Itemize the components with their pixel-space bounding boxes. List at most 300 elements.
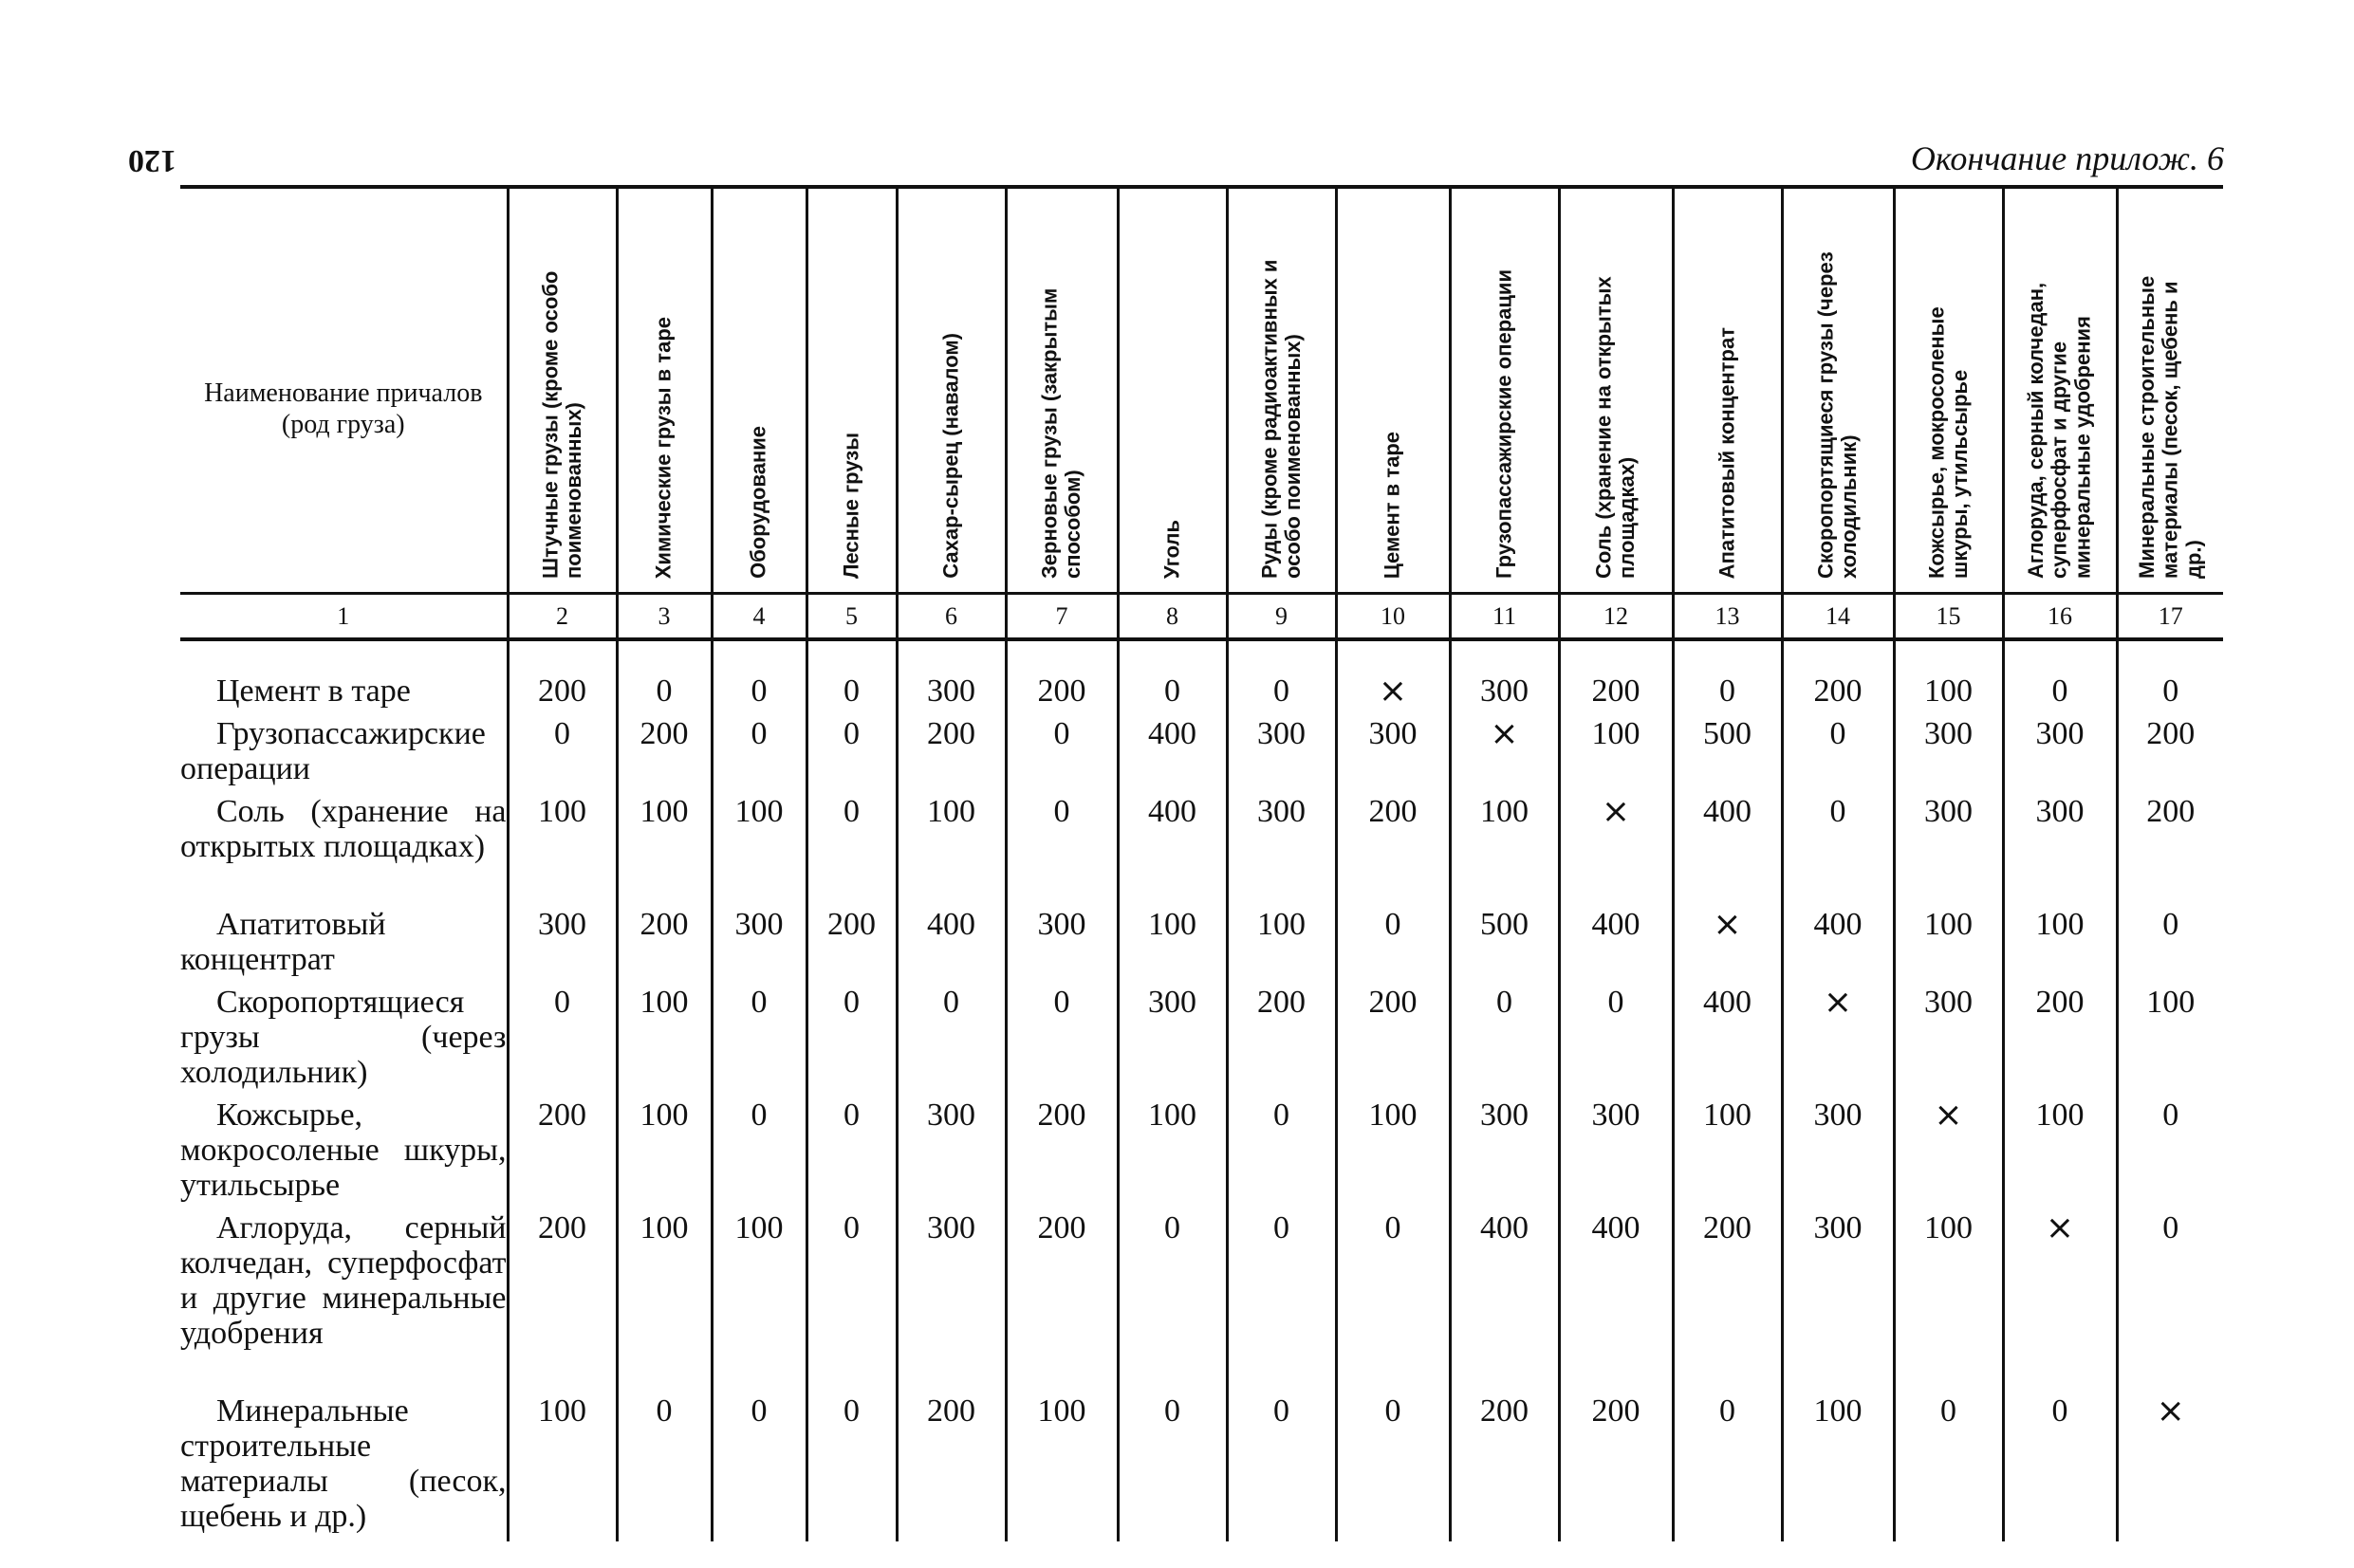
table-cell (1118, 907, 1227, 985)
row-name-cell (180, 673, 508, 716)
table-cell (1006, 985, 1118, 1098)
table-cell (2117, 907, 2223, 985)
cell-value: 100 (734, 1210, 784, 1245)
cell-value: 0 (2051, 673, 2068, 709)
table-cell (1006, 1210, 1118, 1393)
column-header: Сахар-сырец (навалом) (897, 187, 1006, 594)
cell-value: 0 (843, 1210, 860, 1245)
cell-value: 300 (927, 1210, 975, 1245)
table-cell (712, 1098, 806, 1210)
column-number: 1 (180, 594, 508, 640)
cell-value: 0 (2162, 1098, 2179, 1133)
table-cell (2003, 1210, 2117, 1393)
column-number: 3 (617, 594, 712, 640)
table-cell (1559, 985, 1673, 1098)
column-number: 8 (1118, 594, 1227, 640)
cell-value: 100 (1924, 673, 1973, 709)
spacer-row (180, 639, 2223, 673)
cell-value: 200 (2146, 794, 2196, 829)
table-cell (1782, 716, 1894, 794)
table-row (180, 794, 2223, 907)
table-cell (2117, 716, 2223, 794)
table-cell (1894, 1210, 2003, 1393)
column-number: 14 (1782, 594, 1894, 640)
cell-value: 400 (1148, 716, 1196, 751)
column-header: Уголь (1118, 187, 1227, 594)
table-cell (1673, 907, 1782, 985)
column-header: Химические грузы в таре (617, 187, 712, 594)
table-cell (508, 985, 617, 1098)
cell-value: 300 (927, 673, 975, 709)
cell-value: 300 (1924, 794, 1973, 829)
cell-value: 200 (2035, 985, 2085, 1020)
column-number: 17 (2117, 594, 2223, 640)
cell-value: 0 (843, 794, 860, 829)
cell-value: 0 (1273, 1098, 1289, 1133)
cell-value: 0 (1053, 985, 1070, 1020)
cell-value: 300 (1257, 716, 1306, 751)
cell-value: 0 (1719, 673, 1735, 709)
cell-value: 0 (1384, 907, 1401, 942)
table-cell (897, 794, 1006, 907)
cell-value: 200 (1480, 1393, 1529, 1429)
cell-value: 200 (1703, 1210, 1752, 1245)
cell-value: 0 (1384, 1210, 1401, 1245)
column-number-row (180, 594, 2223, 640)
table-cell (806, 985, 897, 1098)
cell-value: 200 (1257, 985, 1306, 1020)
row-name: Апатитовый концентрат (180, 907, 386, 977)
cell-value: 0 (843, 716, 860, 751)
cell-value: 0 (554, 716, 570, 751)
cell-value: 300 (1813, 1098, 1863, 1133)
table-cell (1336, 985, 1450, 1098)
table-cell (1118, 1393, 1227, 1541)
diagonal-cross-mark: × (1490, 714, 1519, 753)
table-cell (1118, 1098, 1227, 1210)
table-cell (617, 1098, 712, 1210)
cell-value: 0 (843, 1393, 860, 1429)
table-cell (2003, 673, 2117, 716)
table-cell (1782, 1393, 1894, 1541)
column-number: 9 (1227, 594, 1336, 640)
table-cell (2003, 1098, 2117, 1210)
cell-value: 0 (1496, 985, 1512, 1020)
cell-value: 100 (1480, 794, 1529, 829)
cell-value: 0 (554, 985, 570, 1020)
table-cell (897, 1210, 1006, 1393)
table-cell (897, 673, 1006, 716)
table-cell (508, 673, 617, 716)
table-cell (806, 794, 897, 907)
table-cell (2003, 907, 2117, 985)
cell-value: 0 (1829, 794, 1846, 829)
cell-value: 0 (2162, 907, 2179, 942)
cell-value: 0 (2162, 1210, 2179, 1245)
table-cell (1227, 1210, 1336, 1393)
cell-value: 0 (751, 1393, 768, 1429)
cell-value: 0 (1607, 985, 1624, 1020)
cell-value: 0 (943, 985, 959, 1020)
table-cell (508, 794, 617, 907)
table-cell (617, 985, 712, 1098)
cell-value: 100 (538, 1393, 586, 1429)
diagonal-cross-mark: × (1934, 1096, 1963, 1134)
cell-value: 100 (1148, 1098, 1196, 1133)
table-cell (1006, 907, 1118, 985)
column-header: Цемент в таре (1336, 187, 1450, 594)
cell-value: 200 (1813, 673, 1863, 709)
cell-value: 100 (639, 1210, 689, 1245)
table-cell (712, 794, 806, 907)
cell-value: 300 (1591, 1098, 1640, 1133)
cell-value: 300 (927, 1098, 975, 1133)
cell-value: 300 (1148, 985, 1196, 1020)
cell-value: 100 (1257, 907, 1306, 942)
table-cell (1673, 1393, 1782, 1541)
cell-value: 100 (1037, 1393, 1086, 1429)
cell-value: 200 (1368, 794, 1418, 829)
cell-value: 0 (1273, 673, 1289, 709)
cell-value: 300 (734, 907, 784, 942)
table-cell (1450, 1210, 1559, 1393)
cell-value: 400 (927, 907, 975, 942)
cell-value: 100 (1703, 1098, 1752, 1133)
column-number: 10 (1336, 594, 1450, 640)
cell-value: 100 (538, 794, 586, 829)
table-cell (2117, 985, 2223, 1098)
row-title-header: Наименование причалов (род груза) (180, 187, 508, 594)
table-cell (2003, 716, 2117, 794)
table-cell (2117, 794, 2223, 907)
table-cell (1006, 794, 1118, 907)
cell-value: 200 (1591, 1393, 1640, 1429)
table-cell (1006, 1098, 1118, 1210)
cell-value: 300 (1480, 1098, 1529, 1133)
table-cell (1118, 794, 1227, 907)
cell-value: 400 (1148, 794, 1196, 829)
table-cell (2117, 1098, 2223, 1210)
cell-value: 100 (639, 985, 689, 1020)
cell-value: 0 (1940, 1393, 1956, 1429)
table-cell (1450, 794, 1559, 907)
column-header: Апатитовый концентрат (1673, 187, 1782, 594)
table-cell (1227, 716, 1336, 794)
table-cell (1782, 673, 1894, 716)
header-row (180, 187, 2223, 594)
column-header: Грузопассажирские операции (1450, 187, 1559, 594)
cell-value: 200 (1037, 1210, 1086, 1245)
table-cell (712, 1210, 806, 1393)
row-name-cell (180, 716, 508, 794)
cell-value: 200 (538, 673, 586, 709)
cell-value: 0 (1164, 1393, 1180, 1429)
table-cell (617, 1393, 712, 1541)
cell-value: 300 (2035, 716, 2085, 751)
cell-value: 100 (1368, 1098, 1418, 1133)
column-header: Кожсырье, мокросоленые шкуры, утильсырье (1894, 187, 2003, 594)
table-cell (1559, 673, 1673, 716)
table-cell (1559, 1098, 1673, 1210)
table-row (180, 673, 2223, 716)
table-cell (712, 907, 806, 985)
column-number: 6 (897, 594, 1006, 640)
table-cell (2003, 985, 2117, 1098)
table-cell (806, 1210, 897, 1393)
table-cell (2003, 1393, 2117, 1541)
row-name: Соль (хранение на открытых площадках) (180, 794, 507, 864)
cell-value: 400 (1813, 907, 1863, 942)
cell-value: 200 (639, 716, 689, 751)
diagonal-cross-mark: × (2156, 1392, 2185, 1430)
cell-value: 300 (538, 907, 586, 942)
row-name-cell (180, 985, 508, 1098)
cell-value: 300 (1924, 985, 1973, 1020)
table-cell (508, 907, 617, 985)
cell-value: 300 (1037, 907, 1086, 942)
table-cell (1673, 985, 1782, 1098)
table-cell (1673, 716, 1782, 794)
cell-value: 0 (1719, 1393, 1735, 1429)
table-cell (1450, 1098, 1559, 1210)
cell-value: 400 (1480, 1210, 1529, 1245)
cell-value: 300 (1368, 716, 1418, 751)
cell-value: 500 (1480, 907, 1529, 942)
column-header: Оборудование (712, 187, 806, 594)
table-cell (897, 985, 1006, 1098)
column-number: 11 (1450, 594, 1559, 640)
cell-value: 400 (1591, 907, 1640, 942)
table-body (180, 673, 2223, 1541)
cell-value: 200 (1591, 673, 1640, 709)
column-number: 4 (712, 594, 806, 640)
diagonal-cross-mark: × (1601, 792, 1631, 831)
table-cell (1673, 1210, 1782, 1393)
cell-value: 100 (2035, 907, 2085, 942)
row-name-cell (180, 1098, 508, 1210)
row-name-cell (180, 1210, 508, 1393)
table-caption: Окончание прилож. 6 (1910, 139, 2224, 177)
cell-value: 0 (1273, 1210, 1289, 1245)
table-cell (508, 1098, 617, 1210)
column-number: 12 (1559, 594, 1673, 640)
table-cell (2003, 794, 2117, 907)
table-row (180, 1393, 2223, 1541)
row-name: Грузопассажирские операции (180, 716, 486, 786)
table-cell (712, 716, 806, 794)
table-cell (1894, 673, 2003, 716)
table-cell (1006, 1393, 1118, 1541)
column-header: Минеральные строительные материалы (песок, щебень и др.) (2117, 187, 2223, 594)
table-cell (1450, 1393, 1559, 1541)
table-cell (1673, 673, 1782, 716)
cell-value: 0 (1273, 1393, 1289, 1429)
row-name-cell (180, 1393, 508, 1541)
cell-value: 0 (1053, 794, 1070, 829)
cell-value: 200 (1037, 1098, 1086, 1133)
cell-value: 0 (1384, 1393, 1401, 1429)
table-cell (1782, 985, 1894, 1098)
column-number: 16 (2003, 594, 2117, 640)
cell-value: 400 (1703, 985, 1752, 1020)
table-cell (1336, 1210, 1450, 1393)
table-cell (1782, 1098, 1894, 1210)
table-cell (1894, 1393, 2003, 1541)
row-name: Скоропортящиеся грузы (через холодильник) (180, 985, 507, 1090)
table-cell (1118, 985, 1227, 1098)
cell-value: 200 (538, 1210, 586, 1245)
cell-value: 0 (843, 673, 860, 709)
table-cell (2117, 1210, 2223, 1393)
table-cell (508, 1210, 617, 1393)
column-number: 5 (806, 594, 897, 640)
table-cell (1559, 716, 1673, 794)
table-cell (1782, 794, 1894, 907)
table-cell (508, 1393, 617, 1541)
table-cell (1782, 907, 1894, 985)
cell-value: 500 (1703, 716, 1752, 751)
cell-value: 300 (2035, 794, 2085, 829)
table-cell (806, 716, 897, 794)
column-header: Зерновые грузы (закрытым способом) (1006, 187, 1118, 594)
cell-value: 400 (1591, 1210, 1640, 1245)
table-cell (1559, 1210, 1673, 1393)
cell-value: 0 (843, 1098, 860, 1133)
cell-value: 0 (751, 716, 768, 751)
cell-value: 0 (2051, 1393, 2068, 1429)
table-cell (1118, 1210, 1227, 1393)
table-cell (712, 1393, 806, 1541)
table-cell (1336, 794, 1450, 907)
table-cell (617, 907, 712, 985)
table-cell (1006, 716, 1118, 794)
cell-value: 200 (927, 1393, 975, 1429)
table-cell (1673, 794, 1782, 907)
table-cell (1450, 985, 1559, 1098)
table-cell (897, 716, 1006, 794)
cell-value: 200 (927, 716, 975, 751)
table-cell (1227, 1393, 1336, 1541)
table-cell (1336, 1393, 1450, 1541)
diagonal-cross-mark: × (2045, 1208, 2075, 1247)
table-cell (617, 673, 712, 716)
cell-value: 100 (734, 794, 784, 829)
row-name: Кожсырье, мокросоленые шкуры, утильсырье (180, 1098, 507, 1203)
cell-value: 300 (1480, 673, 1529, 709)
table-cell (617, 1210, 712, 1393)
cell-value: 0 (1053, 716, 1070, 751)
table-cell (508, 716, 617, 794)
cell-value: 400 (1703, 794, 1752, 829)
table-cell (1559, 1393, 1673, 1541)
table-cell (1559, 907, 1673, 985)
diagonal-cross-mark: × (1378, 672, 1408, 710)
column-number: 13 (1673, 594, 1782, 640)
table-cell (806, 673, 897, 716)
table-cell (1673, 1098, 1782, 1210)
cell-value: 200 (827, 907, 876, 942)
table-cell (1450, 716, 1559, 794)
table-cell (1227, 1098, 1336, 1210)
column-header: Штучные грузы (кроме особо поименованных) (508, 187, 617, 594)
table-row (180, 907, 2223, 985)
cell-value: 100 (1924, 907, 1973, 942)
column-header: Руды (кроме радиоактивных и особо поименованных) (1227, 187, 1336, 594)
column-header: Скоропортящиеся грузы (через холодильник) (1782, 187, 1894, 594)
table-row (180, 1210, 2223, 1393)
table-cell (897, 1098, 1006, 1210)
cell-value: 200 (639, 907, 689, 942)
table-cell (1227, 673, 1336, 716)
table-cell (712, 985, 806, 1098)
table-cell (897, 1393, 1006, 1541)
column-header: Соль (хранение на открытых площадках) (1559, 187, 1673, 594)
table-cell (806, 907, 897, 985)
cell-value: 0 (656, 673, 673, 709)
column-header: Лесные грузы (806, 187, 897, 594)
diagonal-cross-mark: × (1823, 983, 1853, 1022)
table-cell (617, 716, 712, 794)
cell-value: 200 (2146, 716, 2196, 751)
table-cell (1118, 673, 1227, 716)
table-cell (1336, 716, 1450, 794)
table-cell (1559, 794, 1673, 907)
table-cell (1894, 907, 2003, 985)
table-cell (1336, 1098, 1450, 1210)
cell-value: 200 (538, 1098, 586, 1133)
table-row (180, 985, 2223, 1098)
cell-value: 100 (1148, 907, 1196, 942)
table-cell (897, 907, 1006, 985)
table-cell (806, 1393, 897, 1541)
cell-value: 0 (2162, 673, 2179, 709)
table-cell (1336, 673, 1450, 716)
table-cell (712, 673, 806, 716)
cell-value: 0 (843, 985, 860, 1020)
table-cell (1450, 907, 1559, 985)
cell-value: 0 (1829, 716, 1846, 751)
table-cell (1894, 985, 2003, 1098)
table-cell (1227, 794, 1336, 907)
cell-value: 200 (1037, 673, 1086, 709)
row-name-cell (180, 794, 508, 907)
cell-value: 100 (2035, 1098, 2085, 1133)
cell-value: 0 (1164, 1210, 1180, 1245)
row-name: Цемент в таре (216, 673, 411, 709)
row-name-cell (180, 907, 508, 985)
column-number: 2 (508, 594, 617, 640)
table-cell (617, 794, 712, 907)
table-cell (1782, 1210, 1894, 1393)
cell-value: 300 (1813, 1210, 1863, 1245)
cell-value: 0 (1164, 673, 1180, 709)
table-cell (1336, 907, 1450, 985)
cell-value: 100 (639, 1098, 689, 1133)
distance-table (180, 185, 2223, 1541)
cell-value: 100 (927, 794, 975, 829)
table-cell (1227, 907, 1336, 985)
table-cell (2117, 673, 2223, 716)
table-cell (2117, 1393, 2223, 1541)
table-row (180, 1098, 2223, 1210)
cell-value: 100 (1591, 716, 1640, 751)
cell-value: 100 (1924, 1210, 1973, 1245)
table-cell (1894, 1098, 2003, 1210)
table-cell (1227, 985, 1336, 1098)
row-name: Аглоруда, серный колчедан, суперфосфат и другие минеральные удобрения (180, 1210, 507, 1351)
cell-value: 200 (1368, 985, 1418, 1020)
cell-value: 300 (1257, 794, 1306, 829)
